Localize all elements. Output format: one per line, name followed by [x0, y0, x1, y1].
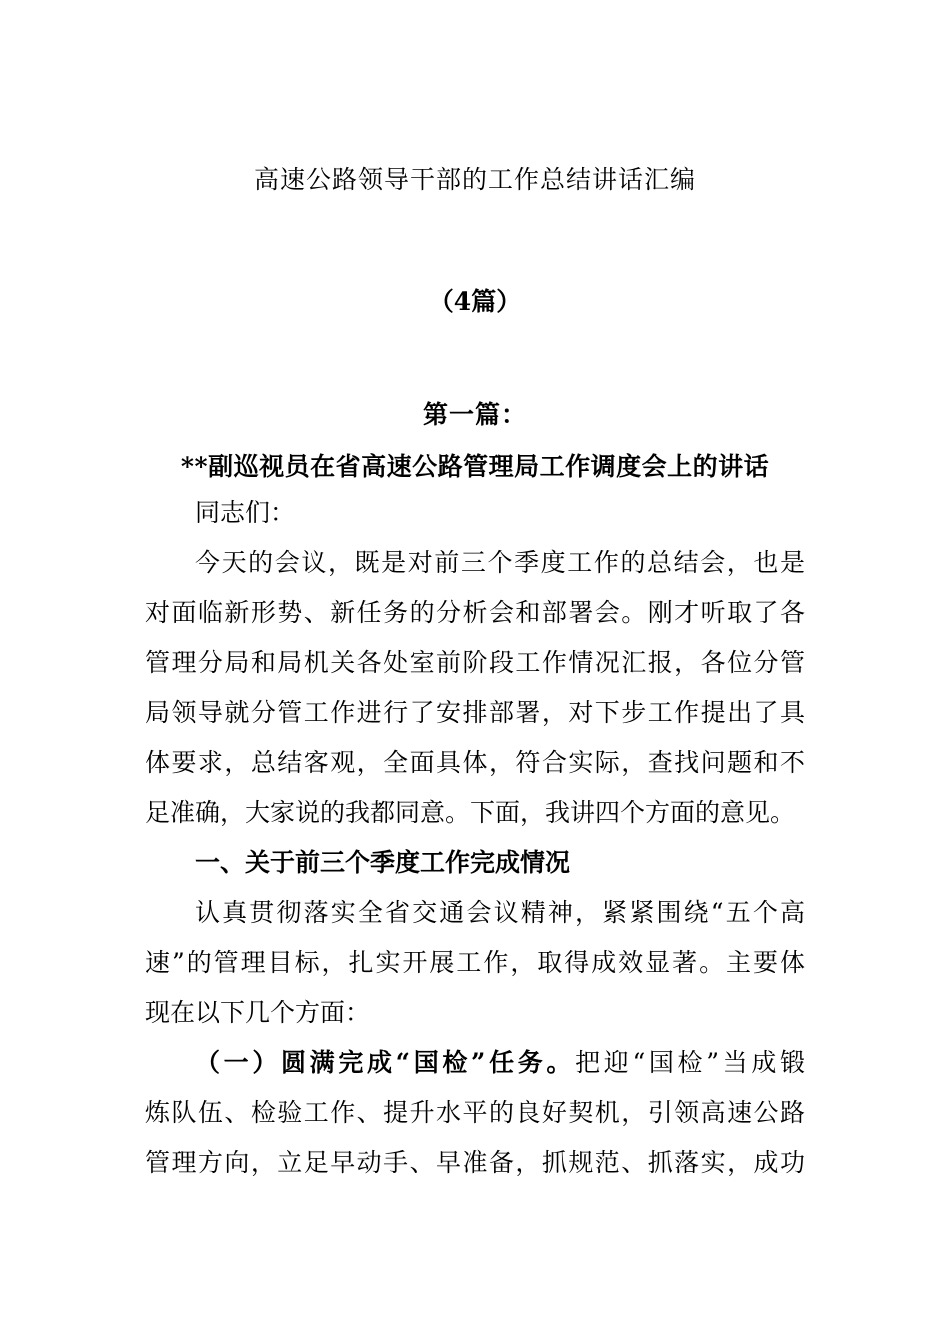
item-line [195, 1038, 805, 1088]
item-heading: （一）圆满完成“国检”任务。 [195, 1048, 576, 1077]
salutation: 同志们： [195, 498, 296, 527]
paragraph-line: 管理分局和局机关各处室前阶段工作情况汇报，各位分管 [145, 648, 805, 677]
part-heading: 第一篇： [422, 400, 527, 429]
speech-title: **副巡视员在省高速公路管理局工作调度会上的讲话 [180, 452, 770, 481]
paragraph-line: 认真贯彻落实全省交通会议精神，紧紧围绕“五个高 [195, 898, 805, 927]
paragraph-line: 对面临新形势、新任务的分析会和部署会。刚才听取了各 [145, 598, 805, 627]
paragraph-line: 炼队伍、检验工作、提升水平的良好契机，引领高速公路 [145, 1098, 805, 1127]
paragraph-line: 速”的管理目标，扎实开展工作，取得成效显著。主要体 [145, 948, 805, 977]
paragraph-line: 局领导就分管工作进行了安排部署，对下步工作提出了具 [145, 698, 805, 727]
paragraph-line: 现在以下几个方面： [145, 998, 371, 1027]
section-heading: 一、关于前三个季度工作完成情况 [195, 848, 571, 877]
paragraph-line: 足准确，大家说的我都同意。下面，我讲四个方面的意见。 [145, 798, 796, 827]
document-title: 高速公路领导干部的工作总结讲话汇编 [253, 165, 696, 194]
item-text: 把迎“国检”当成锻 [575, 1048, 806, 1077]
paragraph-line: 体要求，总结客观，全面具体，符合实际，查找问题和不 [145, 748, 805, 777]
paragraph-line: 今天的会议，既是对前三个季度工作的总结会，也是 [195, 548, 805, 577]
paragraph-line: 管理方向，立足早动手、早准备，抓规范、抓落实，成功 [145, 1148, 805, 1177]
document-count: （4篇） [428, 287, 522, 316]
